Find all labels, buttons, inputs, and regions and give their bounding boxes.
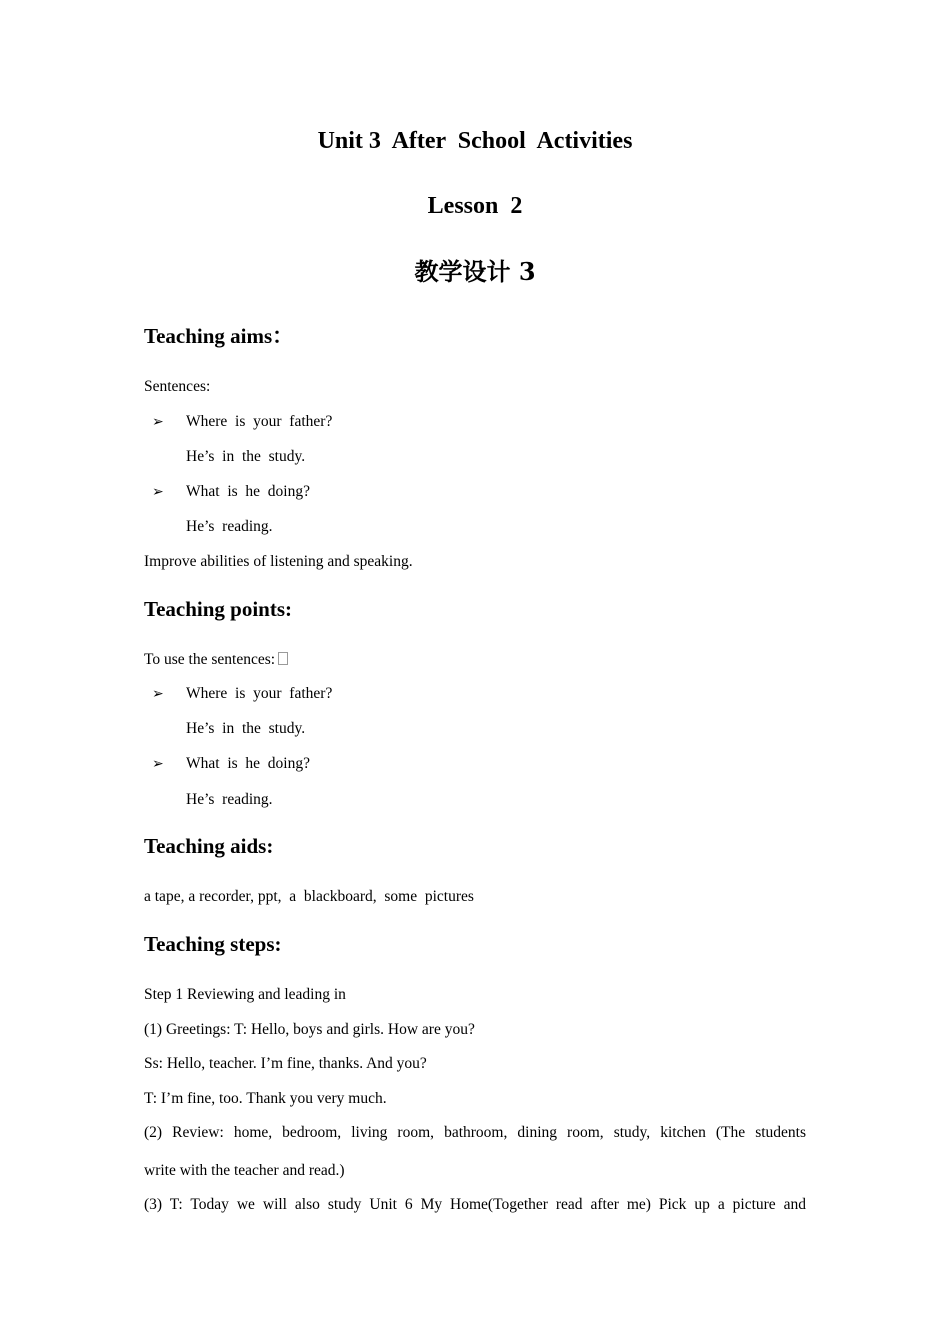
aims-answer: He’s in the study.: [186, 448, 306, 465]
points-intro: [144, 650, 288, 670]
teaching-aids-heading: Teaching aids:: [144, 834, 274, 858]
steps-line: write with the teacher and read.): [144, 1162, 345, 1179]
steps-line: (1) Greetings: T: Hello, boys and girls. How are you?: [144, 1021, 475, 1038]
arrow-bullet-icon: ➢: [152, 484, 164, 500]
arrow-bullet-icon: ➢: [152, 686, 164, 702]
aims-question: Where is your father?: [186, 413, 333, 430]
aids-text: a tape, a recorder, ppt, a blackboard, some pictures: [144, 888, 474, 905]
steps-line: (2) Review: home, bedroom, living room, bathroom, dining room, study, kitchen (The students: [144, 1124, 806, 1141]
points-answer: He’s in the study.: [186, 720, 306, 737]
teaching-aims-heading: Teaching aims：: [144, 324, 294, 348]
lesson-title: Lesson 2: [427, 193, 523, 219]
teaching-steps-heading: Teaching steps:: [144, 932, 282, 956]
steps-line: Ss: Hello, teacher. I’m fine, thanks. And you?: [144, 1055, 427, 1072]
arrow-bullet-icon: ➢: [152, 414, 164, 430]
document-title: Unit 3 After School Activities: [317, 128, 633, 154]
teaching-points-heading: Teaching points:: [144, 597, 293, 621]
points-answer: He’s reading.: [186, 791, 273, 808]
steps-line: (3) T: Today we will also study Unit 6 My Home(Together read after me) Pick up a picture and: [144, 1196, 806, 1213]
aims-intro: Sentences:: [144, 378, 211, 395]
steps-line: T: I’m fine, too. Thank you very much.: [144, 1090, 387, 1107]
aims-closing: Improve abilities of listening and speaking.: [144, 553, 413, 570]
points-question: What is he doing?: [186, 755, 310, 772]
steps-line: Step 1 Reviewing and leading in: [144, 986, 346, 1003]
arrow-bullet-icon: ➢: [152, 756, 164, 772]
points-intro-text: To use the sentences:: [144, 651, 276, 668]
placeholder-box-icon: [278, 652, 288, 665]
design-title: 教学设计 3: [414, 257, 536, 286]
aims-answer: He’s reading.: [186, 518, 273, 535]
points-question: Where is your father?: [186, 685, 333, 702]
aims-question: What is he doing?: [186, 483, 310, 500]
